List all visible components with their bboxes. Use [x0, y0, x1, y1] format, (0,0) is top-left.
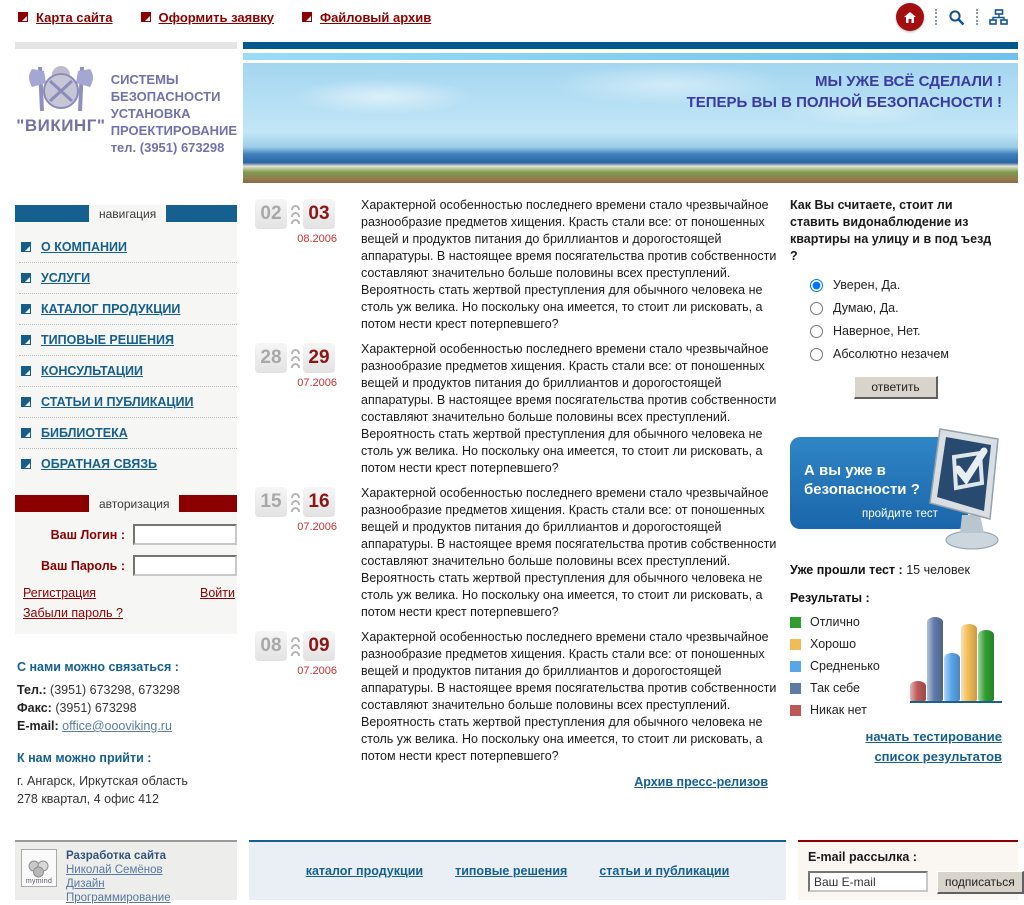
decor-bar — [179, 495, 237, 512]
legend-color-swatch — [790, 617, 801, 628]
header — [15, 49, 1018, 183]
tagline-line: СИСТЕМЫ — [110, 72, 179, 87]
coil — [291, 363, 300, 368]
fax-label: Факс: — [17, 701, 52, 715]
company-phone: тел. (3951) 673298 — [110, 140, 225, 155]
footer-nav-link[interactable]: статьи и публикации — [599, 864, 730, 878]
right-column — [790, 197, 1002, 808]
date-squares — [255, 199, 339, 229]
news-date-widget — [255, 197, 339, 333]
date-month: 07.2006 — [297, 665, 337, 677]
topbar-link-label: Карта сайта — [36, 9, 113, 25]
news-list — [255, 197, 780, 765]
poll-options — [790, 278, 1002, 361]
test-results — [790, 615, 1002, 717]
footer-developer-block — [15, 840, 237, 904]
arrow-bullet-icon — [18, 12, 28, 22]
press-archive-link[interactable]: Архив пресс-релизов — [634, 775, 768, 789]
arrow-bullet-icon — [141, 12, 151, 22]
home-icon[interactable] — [896, 3, 924, 31]
nav-item-label: КОНСУЛЬТАЦИИ — [41, 364, 144, 378]
viking-emblem-icon — [24, 61, 98, 117]
legend-label: Хорошо — [810, 637, 857, 651]
news-date-widget — [255, 485, 339, 621]
spiral-binding-icon — [286, 349, 304, 368]
nav-item-label: О КОМПАНИИ — [41, 240, 127, 254]
auth-section-title: авторизация — [99, 496, 170, 511]
company-logo[interactable] — [15, 49, 237, 183]
monitor-checkmark-icon — [924, 427, 1008, 556]
topbar-link-label: Оформить заявку — [158, 9, 274, 25]
date-current-day: 03 — [303, 199, 335, 229]
results-label: Результаты : — [790, 591, 870, 605]
date-prev-day: 02 — [255, 199, 287, 229]
dev-links — [66, 863, 171, 905]
coil — [291, 356, 300, 361]
news-text: Характерной особенностью последнего времени стало чрезвычайное разнообразие предметов хищения. Красть стали все: от поношенных вещей и продуктов питания до бриллиантов и дорогостоящей аппаратуры. В настоящее время посягательства против собственности составляют значительно больше половины всех преступлений. Вероятность стать жертвой преступления для обычного человека не столь уж велика. Но поскольку она имеется, то стоит ли рисковать, а потом нести крест потерпевшего? — [361, 198, 777, 331]
news-text: Характерной особенностью последнего времени стало чрезвычайное разнообразие предметов хищения. Красть стали все: от поношенных вещей и продуктов питания до бриллиантов и дорогостоящей аппаратуры. В настоящее время посягательства против собственности составляют значительно больше половины всех преступлений. Вероятность стать жертвой преступления для обычного человека не столь уж велика. Но поскольку она имеется, то стоит ли рисковать, а потом нести крест потерпевшего? — [361, 486, 777, 619]
legend-label: Никак нет — [810, 703, 867, 717]
news-date-widget — [255, 629, 339, 765]
spiral-binding-icon — [286, 637, 304, 656]
news-text: Характерной особенностью последнего времени стало чрезвычайное разнообразие предметов хищения. Красть стали все: от поношенных вещей и продуктов питания до бриллиантов и дорогостоящей аппаратуры. В настоящее время посягательства против собственности составляют значительно больше половины всех преступлений. Вероятность стать жертвой преступления для обычного человека не столь уж велика. Но поскольку она имеется, то стоит ли рисковать, а потом нести крест потерпевшего? — [361, 630, 777, 763]
legend-color-swatch — [790, 639, 801, 650]
poll-option[interactable] — [810, 347, 1002, 361]
test-link[interactable]: начать тестирование — [865, 729, 1002, 744]
footer-nav-link[interactable]: каталог продукции — [305, 864, 424, 878]
poll-option[interactable] — [810, 278, 1002, 292]
coil — [291, 205, 300, 210]
nav-section-header — [15, 205, 237, 222]
arrow-bullet-icon — [21, 366, 31, 376]
password-label: Ваш Пароль : — [40, 558, 125, 573]
logo-text: "ВИКИНГ" — [16, 116, 106, 135]
date-squares — [255, 487, 339, 517]
date-prev-day: 28 — [255, 343, 287, 373]
test-banner-line2: безопасности ? — [804, 481, 920, 498]
coil — [291, 212, 300, 217]
mymind-logo[interactable] — [21, 849, 57, 887]
legend-label: Так себе — [810, 681, 860, 695]
sidebar-nav-item[interactable] — [19, 232, 237, 263]
safety-test-banner — [790, 427, 1002, 557]
sidebar-nav-item[interactable] — [19, 449, 237, 479]
divider — [935, 9, 937, 25]
poll-radio[interactable] — [810, 325, 823, 338]
news-item — [255, 197, 780, 333]
footer-subscribe-block — [798, 840, 1018, 900]
date-prev-day: 08 — [255, 631, 287, 661]
banner-slogan-line1: МЫ УЖЕ ВСЁ СДЕЛАЛИ ! — [814, 73, 1002, 90]
news-column — [237, 197, 790, 808]
sidebar — [15, 197, 237, 808]
dev-title: Разработка сайта — [66, 850, 167, 862]
news-item — [255, 485, 780, 621]
test-banner-line1: А вы уже в — [804, 462, 886, 479]
date-current-day: 09 — [303, 631, 335, 661]
decorative-stripes — [15, 42, 1018, 49]
darkblue-stripe — [243, 42, 1018, 49]
gray-stripe — [15, 42, 237, 49]
test-links — [790, 729, 1002, 764]
footer — [15, 840, 1018, 904]
legend-item — [790, 703, 910, 717]
legend-color-swatch — [790, 661, 801, 672]
legend-color-swatch — [790, 705, 801, 716]
legend-label: Средненько — [810, 659, 880, 673]
spiral-binding-icon — [286, 205, 304, 224]
results-legend — [790, 615, 910, 717]
coil — [291, 493, 300, 498]
lightblue-stripe — [243, 53, 1018, 60]
phone-value: (3951) 673298, 673298 — [50, 683, 181, 697]
chart-bar — [927, 617, 943, 701]
address-line2: 278 квартал, 4 офис 412 — [17, 792, 159, 806]
poll-radio[interactable] — [810, 348, 823, 361]
legend-color-swatch — [790, 683, 801, 694]
date-current-day: 29 — [303, 343, 335, 373]
email-row — [17, 717, 237, 735]
nav-item-label: ОБРАТНАЯ СВЯЗЬ — [41, 457, 158, 471]
coil — [291, 500, 300, 505]
footer-dev-link[interactable]: Дизайн — [66, 878, 105, 890]
news-item — [255, 341, 780, 477]
fax-row — [17, 699, 237, 717]
legend-item — [790, 681, 910, 695]
topbar — [0, 0, 1024, 34]
phone-label: Тел.: — [17, 683, 47, 697]
footer-dev-link[interactable]: Программирование — [66, 892, 171, 904]
arrow-bullet-icon — [21, 397, 31, 407]
mail-list-label: E-mail рассылка : — [808, 850, 917, 864]
test-passed-row — [790, 563, 1002, 577]
poll-option-label: Думаю, Да. — [833, 301, 899, 315]
chart-bar — [944, 653, 960, 701]
visit-header: К нам можно прийти : — [17, 751, 152, 765]
arrow-bullet-icon — [21, 459, 31, 469]
hero-banner-image — [243, 63, 1018, 183]
coil — [291, 349, 300, 354]
tagline-line: УСТАНОВКА — [110, 106, 191, 121]
poll-option[interactable] — [810, 324, 1002, 338]
date-month: 07.2006 — [297, 521, 337, 533]
topbar-links — [18, 10, 459, 25]
auth-form — [15, 512, 237, 620]
divider — [976, 9, 978, 25]
subscribe-button[interactable]: подписаться — [937, 871, 1024, 894]
test-link[interactable]: список результатов — [874, 749, 1002, 764]
tagline-line: ПРОЕКТИРОВАНИЕ — [110, 123, 237, 138]
email-label: E-mail: — [17, 719, 59, 733]
poll-option-label: Наверное, Нет. — [833, 324, 921, 338]
nav-section-title: навигация — [99, 206, 157, 221]
company-tagline — [111, 61, 237, 183]
footer-nav-link[interactable]: типовые решения — [455, 864, 568, 878]
nav-list — [15, 222, 237, 479]
poll-submit-button[interactable]: ответить — [854, 376, 938, 399]
search-icon[interactable] — [948, 9, 965, 26]
arrow-bullet-icon — [21, 335, 31, 345]
topbar-link[interactable] — [141, 10, 274, 25]
date-squares — [255, 631, 339, 661]
legend-label: Отлично — [810, 615, 860, 629]
nav-item-label: ТИПОВЫЕ РЕШЕНИЯ — [41, 333, 174, 347]
chart-bar — [978, 630, 994, 701]
coil — [291, 637, 300, 642]
legend-item — [790, 615, 910, 629]
test-passed-label: Уже прошли тест : — [790, 563, 903, 577]
nav-item-label: УСЛУГИ — [41, 271, 91, 285]
arrow-bullet-icon — [21, 304, 31, 314]
address-line1: г. Ангарск, Иркутская область — [17, 774, 188, 788]
coil — [291, 507, 300, 512]
results-bar-chart — [910, 615, 1002, 703]
banner-slogan-line2: ТЕПЕРЬ ВЫ В ПОЛНОЙ БЕЗОПАСНОСТИ ! — [686, 94, 1002, 111]
chart-bar — [961, 624, 977, 701]
footer-nav — [249, 840, 786, 900]
main — [15, 197, 1018, 808]
topbar-icons — [896, 3, 1024, 31]
decor-block — [15, 495, 89, 512]
login-label: Ваш Логин : — [50, 527, 125, 542]
nav-item-label: БИБЛИОТЕКА — [41, 426, 128, 440]
coil — [291, 219, 300, 224]
date-month: 07.2006 — [297, 377, 337, 389]
poll-radio[interactable] — [810, 279, 823, 292]
coil — [291, 644, 300, 649]
footer-dev-link[interactable]: Николай Семёнов — [66, 864, 163, 876]
poll-radio[interactable] — [810, 302, 823, 315]
sidebar-nav-item[interactable] — [19, 263, 237, 294]
forgot-password-link[interactable]: Забыли пароль ? — [23, 606, 123, 620]
topbar-link-label: Файловый архив — [319, 9, 432, 25]
topbar-link[interactable] — [302, 10, 431, 25]
phone-row — [17, 681, 237, 699]
auth-section-header — [15, 495, 237, 512]
date-squares — [255, 343, 339, 373]
decor-bar — [166, 205, 237, 222]
news-text: Характерной особенностью последнего времени стало чрезвычайное разнообразие предметов хищения. Красть стали все: от поношенных вещей и продуктов питания до бриллиантов и дорогостоящей аппаратуры. В настоящее время посягательства против собственности составляют значительно больше половины всех преступлений. Вероятность стать жертвой преступления для обычного человека не столь уж велика. Но поскольку она имеется, то стоит ли рисковать, а потом нести крест потерпевшего? — [361, 342, 777, 475]
arrow-bullet-icon — [302, 12, 312, 22]
poll-option[interactable] — [810, 301, 1002, 315]
login-link[interactable]: Войти — [200, 586, 235, 600]
test-banner-subtitle: пройдите тест — [862, 508, 938, 520]
poll-option-label: Абсолютно незачем — [833, 347, 949, 361]
fax-value: (3951) 673298 — [55, 701, 137, 715]
spiral-binding-icon — [286, 493, 304, 512]
date-prev-day: 15 — [255, 487, 287, 517]
date-month: 08.2006 — [297, 233, 337, 245]
contact-block — [15, 658, 237, 808]
sidebar-nav-item[interactable] — [19, 387, 237, 418]
login-input[interactable] — [133, 524, 237, 545]
tagline-line: БЕЗОПАСНОСТИ — [110, 89, 221, 104]
coil — [291, 651, 300, 656]
arrow-bullet-icon — [21, 273, 31, 283]
nav-item-label: СТАТЬИ И ПУБЛИКАЦИИ — [41, 395, 194, 409]
contact-header: С нами можно связаться : — [17, 660, 179, 674]
sidebar-nav-item[interactable] — [19, 418, 237, 449]
sitemap-icon[interactable] — [989, 9, 1008, 25]
test-passed-value: 15 человек — [906, 563, 970, 577]
arrow-bullet-icon — [21, 242, 31, 252]
chart-bar — [910, 681, 926, 701]
decor-block — [15, 205, 89, 222]
poll-question: Как Вы считаете, стоит ли ставить видонаблюдение из квартиры на улицу и в под ъезд ? — [790, 198, 992, 263]
password-input[interactable] — [133, 555, 237, 576]
topbar-link[interactable] — [18, 10, 113, 25]
email-subscribe-input[interactable] — [808, 871, 928, 892]
sidebar-nav-item[interactable] — [19, 356, 237, 387]
news-date-widget — [255, 341, 339, 477]
email-link[interactable]: office@oooviking.ru — [62, 719, 172, 733]
register-link[interactable]: Регистрация — [23, 586, 97, 600]
mymind-logo-text: mymind — [25, 878, 53, 885]
legend-item — [790, 637, 910, 651]
sidebar-nav-item[interactable] — [19, 325, 237, 356]
arrow-bullet-icon — [21, 428, 31, 438]
sidebar-nav-item[interactable] — [19, 294, 237, 325]
legend-item — [790, 659, 910, 673]
date-current-day: 16 — [303, 487, 335, 517]
banner-slogan — [687, 71, 1002, 113]
poll-option-label: Уверен, Да. — [833, 278, 901, 292]
nav-item-label: КАТАЛОГ ПРОДУКЦИИ — [41, 302, 181, 316]
news-item — [255, 629, 780, 765]
